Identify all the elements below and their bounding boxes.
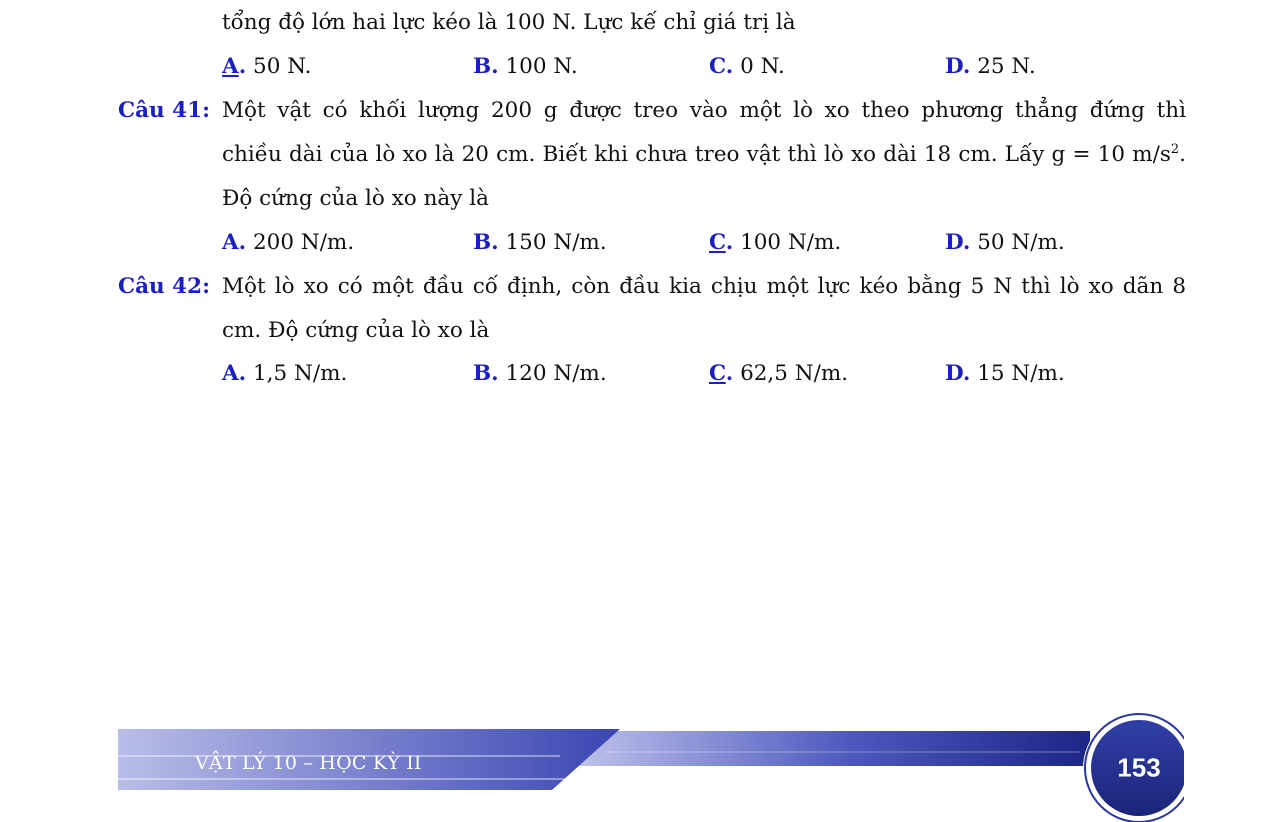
option-letter: A: [222, 54, 239, 79]
option-letter: D.: [945, 230, 971, 255]
option-letter: A.: [222, 361, 247, 386]
option-letter: C: [709, 230, 726, 255]
question-text-line: Một lò xo có một đầu cố định, còn đầu kia chịu một lực kéo bằng 5 N thì lò xo dãn 8: [222, 274, 1186, 299]
page-number: 153: [1117, 752, 1161, 783]
option-text: 100 N/m.: [733, 230, 842, 255]
option-text: 25 N.: [970, 54, 1036, 79]
option-a: A. 50 N.: [222, 54, 312, 79]
option-c: C. 100 N/m.: [709, 230, 842, 255]
question-text-line: Độ cứng của lò xo này là: [222, 186, 489, 211]
option-text: 50 N/m.: [970, 230, 1065, 255]
option-text: 100 N.: [498, 54, 578, 79]
option-text: 1,5 N/m.: [246, 361, 348, 386]
footer-band-right: [560, 731, 1090, 766]
option-letter: D.: [945, 54, 971, 79]
option-letter: B.: [473, 54, 499, 79]
option-letter: D.: [945, 361, 971, 386]
option-text: 200 N/m.: [246, 230, 355, 255]
option-text: 62,5 N/m.: [733, 361, 849, 386]
option-text: 50 N.: [246, 54, 312, 79]
question-label: Câu 41:: [118, 98, 211, 123]
option-c: C. 62,5 N/m.: [709, 361, 849, 386]
option-letter: B.: [473, 361, 499, 386]
text-segment: chiều dài của lò xo là 20 cm. Biết khi chưa treo vật thì lò xo dài 18 cm. Lấy g = 10 m/s: [222, 142, 1171, 167]
superscript: 2: [1170, 141, 1180, 157]
option-letter: A.: [222, 230, 247, 255]
option-letter: B.: [473, 230, 499, 255]
option-text: 15 N/m.: [970, 361, 1065, 386]
question-label: Câu 42:: [118, 274, 211, 299]
footer-title: VẬT LÝ 10 – HỌC KỲ II: [195, 752, 422, 774]
question-text-line: tổng độ lớn hai lực kéo là 100 N. Lực kế chỉ giá trị là: [222, 10, 796, 35]
justified-text: Một vật có khối lượng 200 g được treo vào một lò xo theo phương thẳng đứng thì: [222, 98, 1186, 123]
option-text: 150 N/m.: [498, 230, 607, 255]
option-text: 0 N.: [733, 54, 785, 79]
question-text-line: cm. Độ cứng của lò xo là: [222, 318, 490, 343]
text-segment: .: [1179, 142, 1186, 167]
option-letter: C.: [709, 54, 734, 79]
option-text: 120 N/m.: [498, 361, 607, 386]
option-letter: C: [709, 361, 726, 386]
